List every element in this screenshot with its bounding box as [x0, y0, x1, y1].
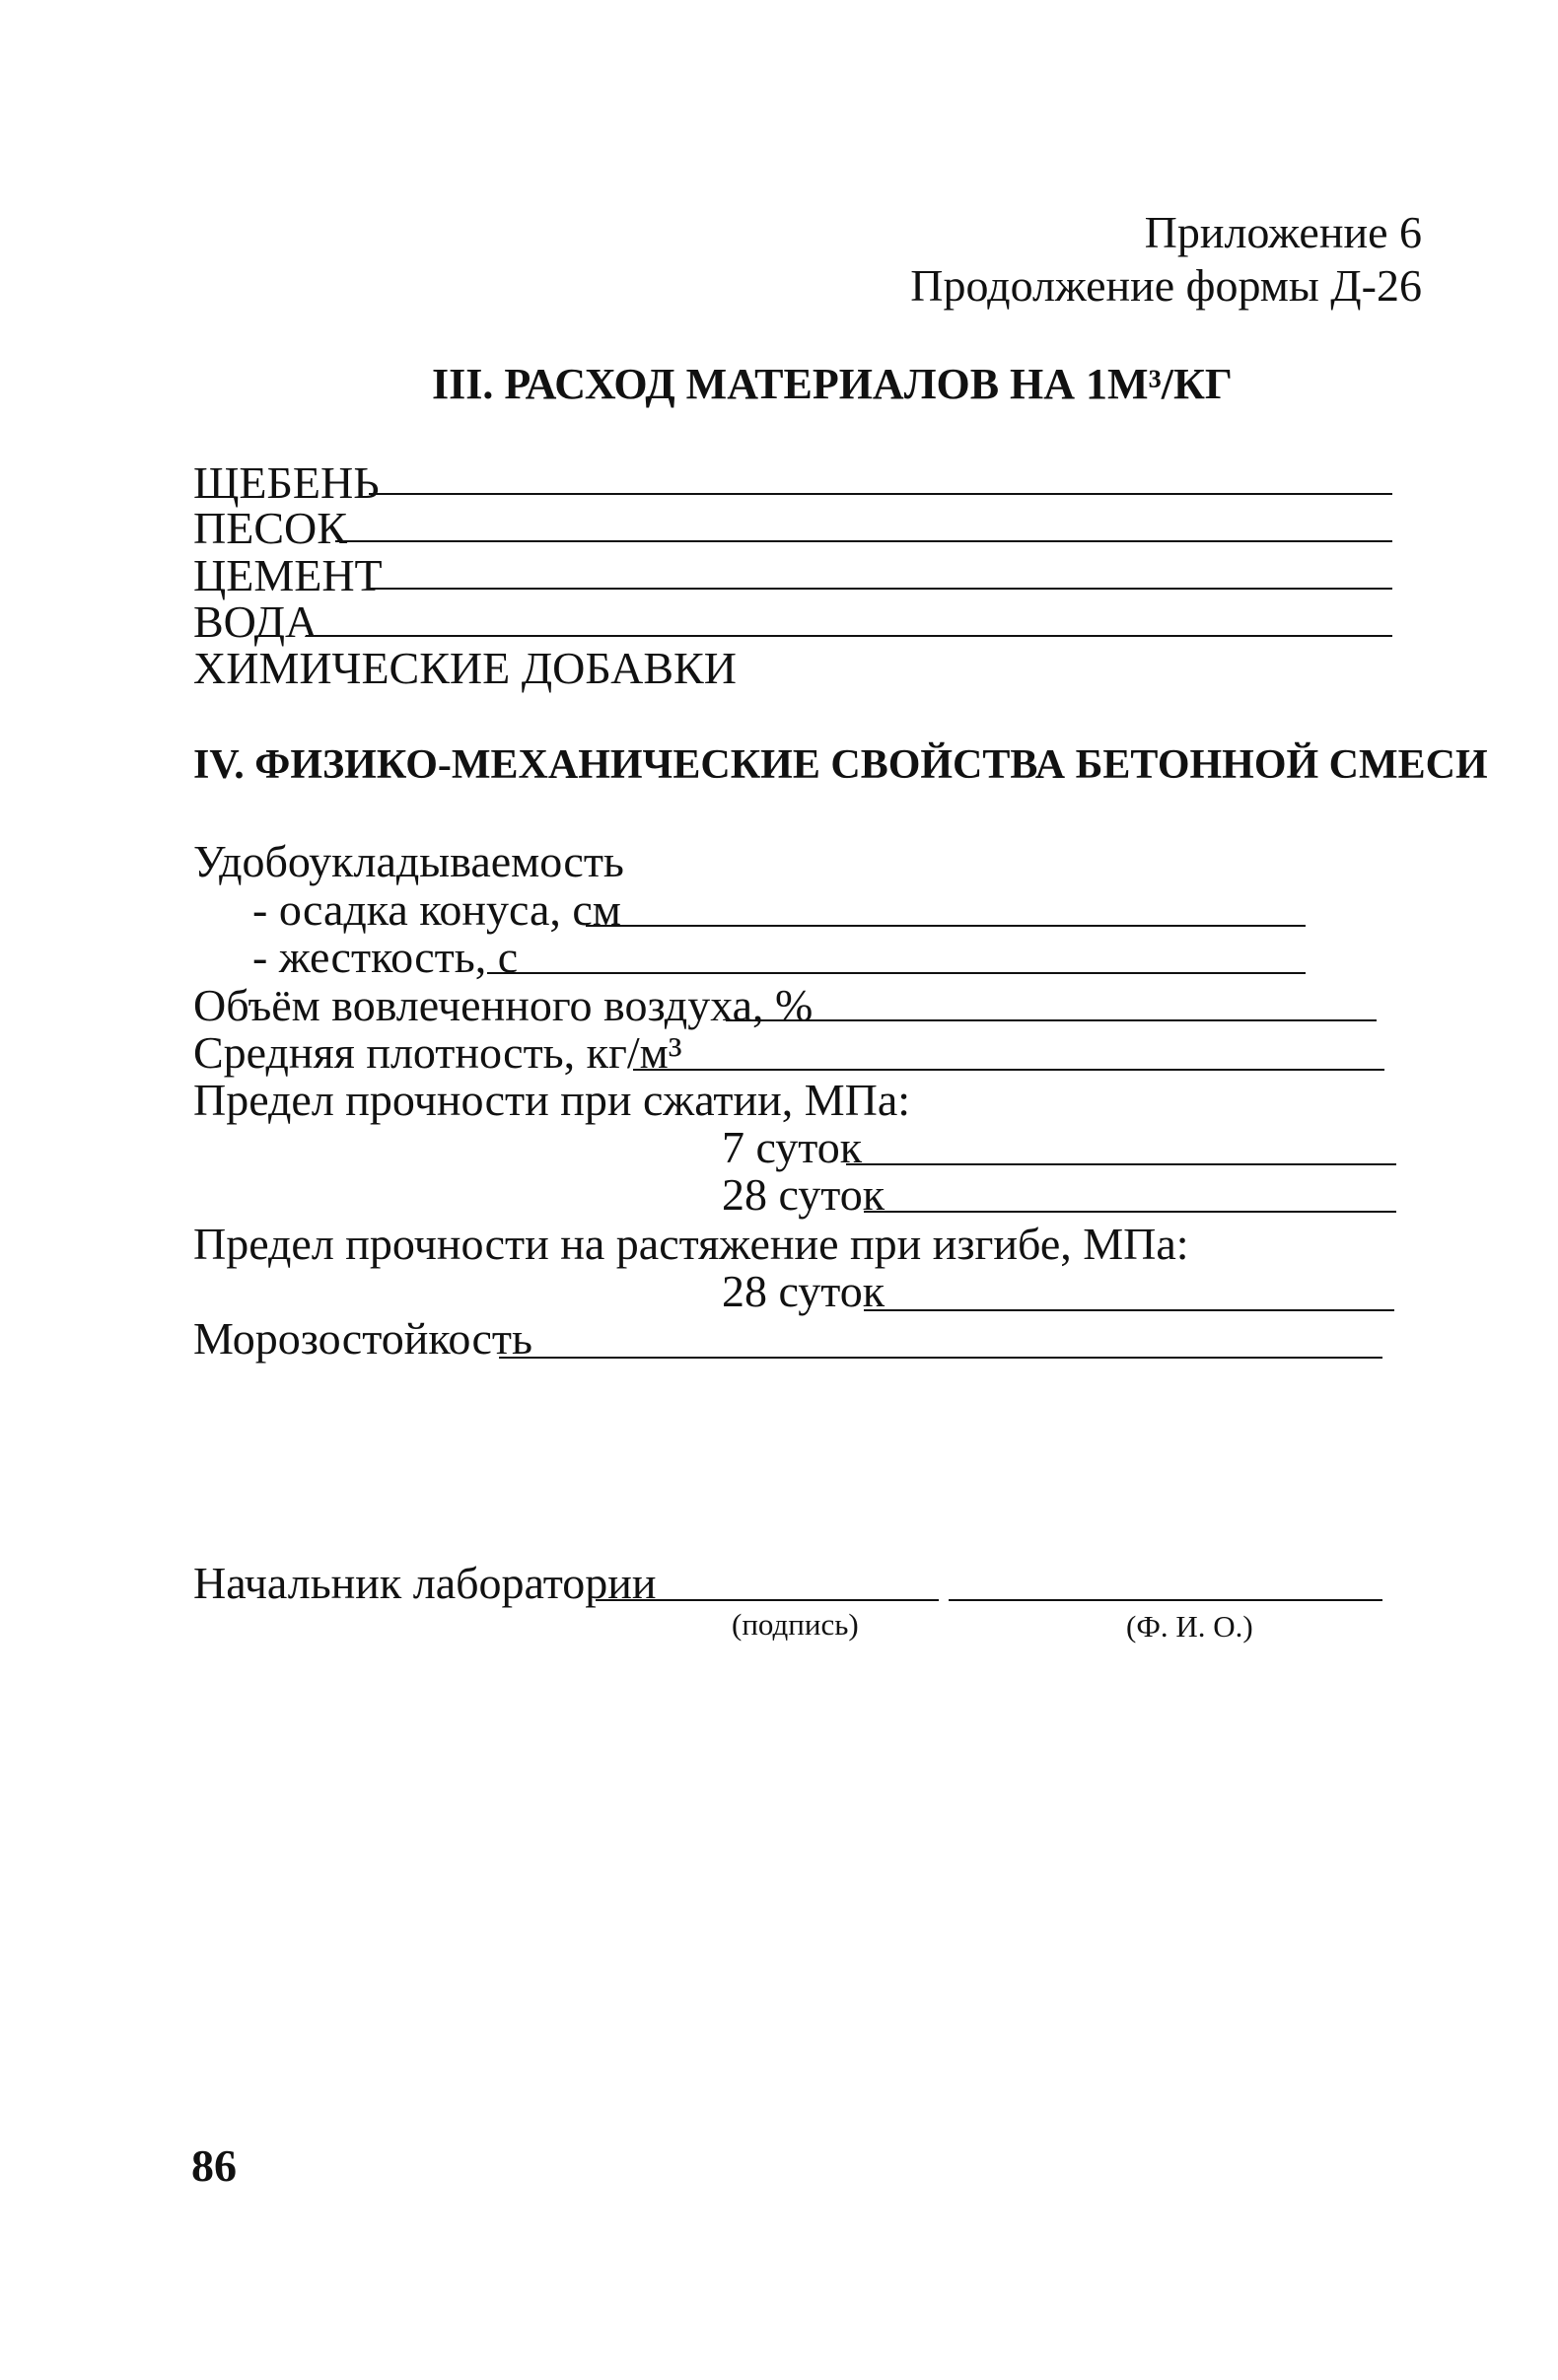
crushed-stone-field[interactable] — [369, 493, 1392, 495]
cone-slump-field[interactable] — [586, 925, 1306, 927]
cone-slump-label: - осадка конуса, см — [252, 884, 621, 935]
section-4-title: IV. ФИЗИКО-МЕХАНИЧЕСКИЕ СВОЙСТВА БЕТОННОЙ СМЕСИ — [193, 742, 1488, 788]
sand-label: ПЕСОК — [193, 503, 347, 553]
full-name-caption: (Ф. И. О.) — [1126, 1609, 1253, 1644]
chemical-additives-label: ХИМИЧЕСКИЕ ДОБАВКИ — [193, 643, 737, 693]
frost-resistance-field[interactable] — [499, 1357, 1382, 1359]
compressive-28-days-label: 28 суток — [722, 1169, 885, 1220]
air-volume-label: Объём вовлеченного воздуха, % — [193, 980, 814, 1030]
compressive-strength-label: Предел прочности при сжатии, МПа: — [193, 1075, 911, 1125]
section-3-title: III. РАСХОД МАТЕРИАЛОВ НА 1М³/КГ — [432, 360, 1233, 408]
air-volume-field[interactable] — [726, 1019, 1377, 1021]
signature-caption: (подпись) — [732, 1607, 859, 1642]
water-field[interactable] — [306, 635, 1392, 637]
workability-label: Удобоукладываемость — [193, 836, 624, 886]
flexural-28-days-field[interactable] — [864, 1309, 1394, 1311]
sand-field[interactable] — [335, 540, 1392, 542]
frost-resistance-label: Морозостойкость — [193, 1313, 532, 1364]
cement-label: ЦЕМЕНТ — [193, 550, 383, 600]
compressive-7-days-label: 7 суток — [722, 1122, 863, 1172]
page-number: 86 — [191, 2140, 237, 2191]
density-field[interactable] — [633, 1069, 1384, 1071]
appendix-label: Приложение 6 — [1144, 207, 1422, 257]
compressive-7-days-field[interactable] — [846, 1163, 1396, 1165]
cement-field[interactable] — [369, 588, 1392, 590]
compressive-28-days-field[interactable] — [864, 1211, 1396, 1213]
signature-field[interactable] — [596, 1599, 939, 1601]
density-label: Средняя плотность, кг/м³ — [193, 1027, 682, 1078]
flexural-28-days-label: 28 суток — [722, 1266, 885, 1316]
stiffness-field[interactable] — [487, 972, 1306, 974]
flexural-strength-label: Предел прочности на растяжение при изгибе, МПа: — [193, 1219, 1189, 1269]
stiffness-label: - жесткость, с — [252, 932, 519, 982]
form-continuation-label: Продолжение формы Д-26 — [910, 260, 1422, 311]
water-label: ВОДА — [193, 596, 319, 647]
lab-head-label: Начальник лаборатории — [193, 1558, 657, 1608]
crushed-stone-label: ЩЕБЕНЬ — [193, 457, 380, 508]
full-name-field[interactable] — [949, 1599, 1382, 1601]
